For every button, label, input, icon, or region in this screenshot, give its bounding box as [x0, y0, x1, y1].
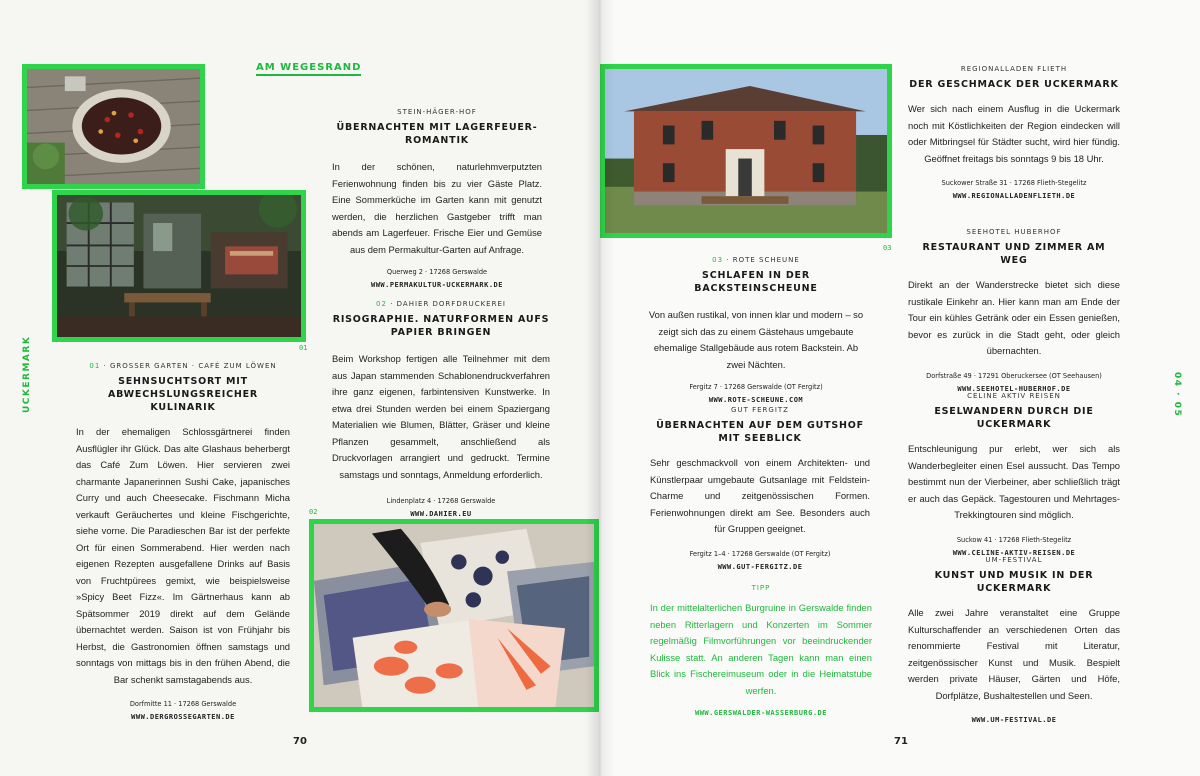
entry-title: DER GESCHMACK DER UCKERMARK: [909, 79, 1119, 90]
entry-address: Fergitz 1–4 · 17268 Gerswalde (OT Fergitz): [689, 549, 831, 558]
entry-address: Lindenplatz 4 · 17268 Gerswalde: [386, 497, 496, 505]
entry-stein-haeger-hof: [332, 108, 542, 289]
tipp-kicker: TIPP: [751, 584, 771, 592]
entry-title: RISOGRAPHIE. NATURFORMEN AUFS PAPIER BRINGEN: [332, 314, 550, 338]
entry-number: 01: [89, 362, 101, 370]
entry-body: Von außen rustikal, von innen klar und modern – so zeigt sich das zu einem Gästehaus umgebaute ehemalige Stallgebäude aus rotem Backstein. Ab zwei Nächten.: [648, 309, 864, 370]
page-number-right: 71: [894, 736, 908, 747]
risograph-prints-photo: [309, 519, 599, 712]
entry-rote-scheune: [646, 256, 866, 404]
entry-url-link[interactable]: WWW.PERMAKULTUR-UCKERMARK.DE: [370, 281, 503, 289]
entry-seehotel-huberhof: [908, 228, 1120, 393]
entry-url-link[interactable]: WWW.ROTE-SCHEUNE.COM: [708, 396, 804, 404]
entry-title: SEHNSUCHTSORT MIT ABWECHSLUNGSREICHER KULINARIK: [107, 376, 259, 413]
plate-of-berries-photo: [22, 64, 205, 189]
entry-address: Suckow 41 · 17268 Flieth-Stegelitz: [956, 535, 1072, 544]
entry-body: In der schönen, naturlehmverputzten Ferienwohnung finden bis zu vier Gäste Platz. Eine Sommerküche im Garten kann mit genutzt werden, die herzlichen Gastgeber trifft man abends am Lagerfeuer. Frische Eier und Gemüse aus dem Permakultur-Garten auf Anfrage.: [332, 161, 542, 255]
entry-address: Fergitz 7 · 17268 Gerswalde (OT Fergitz): [689, 383, 823, 391]
page-number-left: 70: [293, 736, 307, 747]
spine-gutter-shadow: [585, 0, 615, 776]
entry-body: Entschleunigung pur erlebt, wer sich als Wanderbegleiter einen Esel aussucht. Das Tempo bestimmt nun der Vierbeiner, aber schließlich trägt er auch das Gepäck. Tagestouren und Mehrtages-Trekkingtouren sind möglich.: [908, 443, 1120, 520]
photo-number-03: 03: [883, 244, 892, 252]
side-label-uckermark: UCKERMARK: [22, 335, 32, 413]
entry-url-link[interactable]: WWW.GUT-FERGITZ.DE: [717, 562, 803, 571]
entry-body: Alle zwei Jahre veranstaltet eine Gruppe Kulturschaffender an verschiedenen Orten das renommierte Festival mit Literatur, zeitgenössischer Kunst und Musik. Bespielt werden private Häuser, Gärten und Höfe, Dorfplätze, Bushaltestellen und Seen.: [908, 607, 1120, 701]
entry-kicker: REGIONALLADEN FLIETH: [960, 65, 1068, 73]
entry-kicker: · ROTE SCHEUNE: [726, 256, 800, 264]
section-heading: AM WEGESRAND: [256, 62, 361, 76]
photo-number-02: 02: [309, 508, 318, 516]
red-brick-barn-photo: [600, 64, 892, 238]
entry-address: Dorfmitte 11 · 17268 Gerswalde: [129, 700, 237, 708]
entry-body: Direkt an der Wanderstrecke bietet sich diese rustikale Einkehr an. Hier kann man am Ende der Tour ein kühles Getränk oder ein Essen genießen, bevor es zurück in die Stadt geht, oder gleich übernachten.: [908, 279, 1120, 356]
entry-kicker: · GROSSER GARTEN · CAFÉ ZUM LÖWEN: [103, 362, 277, 370]
glasshouse-cafe-photo: [52, 190, 306, 342]
entry-grosser-garten: [76, 362, 290, 721]
photo-number-01: 01: [299, 344, 308, 352]
entry-url-link[interactable]: WWW.DERGROSSEGARTEN.DE: [131, 713, 235, 721]
entry-body: In der ehemaligen Schlossgärtnerei finden Ausflügler ihr Glück. Das alte Glashaus beherbergt das Café Zum Löwen. Hier servieren zwei charmante Japanerinnen Sushi Cake, japanisches Curry und auch Cheesecake. Fischmann Micha verkauft Geräuchertes und kleine Fischgerichte, siehe vorne. Die Paradieschen Bar ist der perfekte Ort für einen Sommerabend. Hier werden nach eigenen Rezepten ausgefallene Drinks auf Basis von Fruchtpürees gemixt, wie beispielsweise »Spicy Beet Fizz«. Im Gärtnerhaus kann ab Spätsommer 2019 direkt auf dem Gelände übernachtet werden. Saison ist von Frühjahr bis Herbst, die Gastronomien öffnen samstags und sonntags von mittags bis in den frühen Abend, die Bar schenkt samstagabends aus.: [76, 426, 290, 685]
entry-number: 03: [712, 256, 724, 264]
entry-title: RESTAURANT UND ZIMMER AM WEG: [922, 242, 1106, 266]
entry-gut-fergitz: [650, 406, 870, 571]
entry-body: Sehr geschmackvoll von einem Architekten- und Künstlerpaar umgebaute Gutsanlage mit Feldstein-Charme und zeitgenössischen Formen. Ferienwohnungen direkt am See. Besonders auch für Gruppen geeignet.: [650, 457, 870, 534]
entry-url-link[interactable]: WWW.REGIONALLADENFLIETH.DE: [952, 192, 1076, 200]
tipp-url-link[interactable]: WWW.GERSWALDER-WASSERBURG.DE: [694, 709, 827, 717]
tipp-box: [650, 584, 872, 717]
entry-kicker: UM-FESTIVAL: [985, 556, 1043, 564]
entry-celine-aktiv-reisen: [908, 392, 1120, 557]
entry-address: Dorfstraße 49 · 17291 Oberuckersee (OT Seehausen): [926, 371, 1102, 380]
entry-kicker: CELINE AKTIV REISEN: [967, 392, 1061, 400]
entry-title: SCHLAFEN IN DER BACKSTEINSCHEUNE: [694, 270, 818, 294]
entry-address: Suckower Straße 31 · 17268 Flieth-Stegelitz: [941, 179, 1087, 187]
entry-um-festival: [908, 556, 1120, 724]
entry-title: KUNST UND MUSIK IN DER UCKERMARK: [934, 570, 1094, 594]
entry-url-link[interactable]: WWW.CELINE-AKTIV-REISEN.DE: [952, 548, 1076, 557]
entry-number: 02: [376, 300, 387, 308]
entry-kicker: STEIN-HÄGER-HOF: [397, 108, 477, 116]
entry-body: Wer sich nach einem Ausflug in die Uckermark noch mit Köstlichkeiten der Region eindecken will oder Mitbringsel für Städter sucht, wird hier fündig. Geöffnet freitags bis sonntags 9 bis 18 Uhr.: [908, 103, 1120, 164]
entry-dahier-dorfdruckerei: [332, 300, 550, 518]
entry-regionalladen-flieth: [908, 65, 1120, 200]
tipp-body: In der mittelalterlichen Burgruine in Gerswalde finden neben Ritterlagern und Konzerten im Sommer regelmäßig Filmvorführungen vor beeindruckender Kulisse statt. An anderen Tagen kann man einen Blick ins Fischereimuseum oder in die Heimatstube werfen.: [650, 602, 872, 696]
entry-url-link[interactable]: WWW.DAHIER.EU: [410, 510, 472, 518]
entry-kicker: GUT FERGITZ: [731, 406, 789, 414]
entry-kicker: · DAHIER DORFDRUCKEREI: [390, 300, 506, 308]
entry-url-link[interactable]: WWW.SEEHOTEL-HUBERHOF.DE: [957, 384, 1071, 393]
entry-address: Querweg 2 · 17268 Gerswalde: [386, 268, 488, 276]
entry-body: Beim Workshop fertigen alle Teilnehmer mit dem aus Japan stammenden Schablonendruckverfahren ihre ganz eigenen, farbintensiven Kunstwerke. In etwa drei Stunden werden bei einem Spaziergang Materialien wie Blumen, Blätter, Gräser und kleine Pflanzen gesammelt, anschließend als Druckvorlagen arrangiert und gedruckt. Termine samstags und sonntags, Anmeldung erforderlich.: [332, 353, 550, 480]
right-page: [600, 0, 1200, 776]
entry-title: ÜBERNACHTEN MIT LAGERFEUER-ROMANTIK: [336, 122, 538, 146]
entry-url-link[interactable]: WWW.UM-FESTIVAL.DE: [971, 716, 1057, 724]
entry-kicker: SEEHOTEL HUBERHOF: [966, 228, 1062, 236]
entry-title: ESELWANDERN DURCH DIE UCKERMARK: [934, 406, 1094, 430]
side-label-page-range: 04 · 05: [1172, 372, 1182, 418]
entry-title: ÜBERNACHTEN AUF DEM GUTSHOF MIT SEEBLICK: [656, 420, 864, 444]
